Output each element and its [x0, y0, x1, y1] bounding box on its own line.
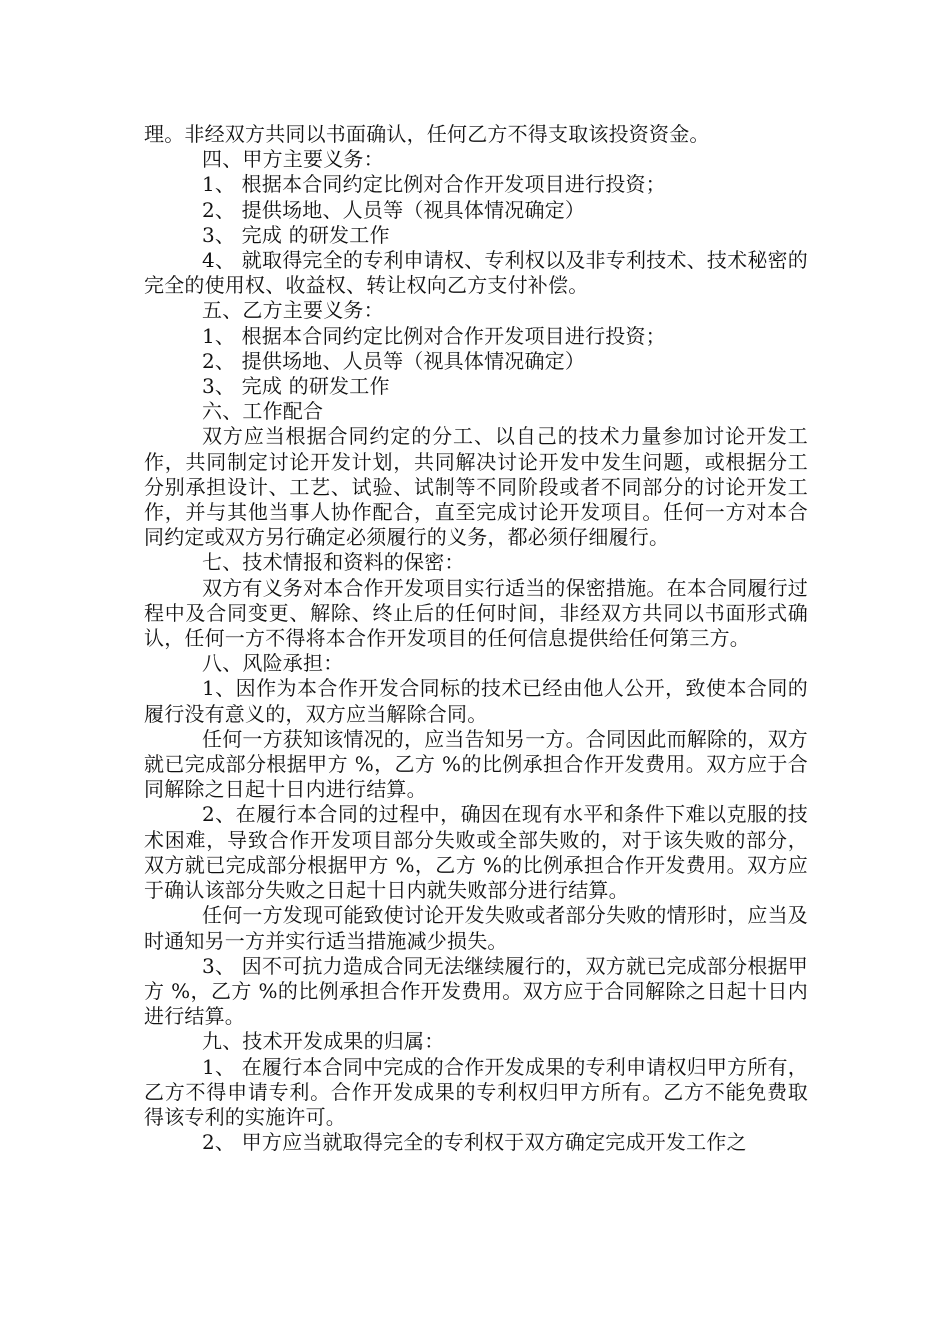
paragraph-risk-3: 3、 因不可抗力造成合同无法继续履行的，双方就已完成部分根据甲方 %，乙方 %的比例承担合作开发费用。双方应于合同解除之日起十日内进行结算。: [144, 953, 808, 1029]
heading-cooperation: 六、工作配合: [202, 399, 324, 424]
paragraph-risk-1-notice: 任何一方获知该情况的，应当告知另一方。合同因此而解除的，双方就已完成部分根据甲方 %，乙方 %的比例承担合作开发费用。双方应于合同解除之日起十日内进行结算。: [144, 726, 808, 802]
document-body: [144, 122, 808, 1155]
paragraph-ownership-1: 1、 在履行本合同中完成的合作开发成果的专利申请权归甲方所有，乙方不得申请专利。合作开发成果的专利权归甲方所有。乙方不能免费取得该专利的实施许可。: [144, 1054, 808, 1129]
heading-party-a-obligations: 四、甲方主要义务：: [202, 147, 384, 172]
heading-ownership: 九、技术开发成果的归属：: [202, 1029, 445, 1054]
heading-risk: 八、风险承担：: [202, 651, 344, 676]
paragraph-confidentiality: 双方有义务对本合作开发项目实行适当的保密措施。在本合同履行过程中及合同变更、解除、终止后的任何时间，非经双方共同以书面形式确认，任何一方不得将本合作开发项目的任何信息提供给任何第三方。: [144, 575, 808, 651]
list-item: 1、 根据本合同约定比例对合作开发项目进行投资；: [202, 323, 666, 348]
list-item: 3、 完成 的研发工作: [202, 222, 390, 247]
paragraph-ownership-2: 2、 甲方应当就取得完全的专利权于双方确定完成开发工作之: [202, 1130, 747, 1155]
paragraph-risk-2-notice: 任何一方发现可能致使讨论开发失败或者部分失败的情形时，应当及时通知另一方并实行适当措施减少损失。: [144, 903, 808, 953]
list-item: 1、 根据本合同约定比例对合作开发项目进行投资；: [202, 172, 666, 197]
paragraph-risk-1: 1、因作为本合作开发合同标的技术已经由他人公开，致使本合同的履行没有意义的，双方应当解除合同。: [144, 676, 808, 726]
list-item: 2、 提供场地、人员等（视具体情况确定）: [202, 197, 586, 222]
paragraph-risk-2: 2、在履行本合同的过程中，确因在现有水平和条件下难以克服的技术困难，导致合作开发项目部分失败或全部失败的，对于该失败的部分，双方就已完成部分根据甲方 %，乙方 %的比例承担合作开发费用。双方应于确认该部分失败之日起十日内就失败部分进行结算。: [144, 802, 808, 903]
paragraph-cooperation: 双方应当根据合同约定的分工、以自己的技术力量参加讨论开发工作，共同制定讨论开发计划，共同解决讨论开发中发生问题，或根据分工分别承担设计、工艺、试验、试制等不同阶段或者不同部分的讨论开发工作，并与其他当事人协作配合，直至完成讨论开发项目。任何一方对本合同约定或双方另行确定必须履行的义务，都必须仔细履行。: [144, 424, 808, 550]
list-item: 4、 就取得完全的专利申请权、专利权以及非专利技术、技术秘密的完全的使用权、收益权、转让权向乙方支付补偿。: [144, 248, 808, 298]
list-item: 3、 完成 的研发工作: [202, 374, 390, 399]
heading-party-b-obligations: 五、乙方主要义务：: [202, 298, 384, 323]
paragraph-0: 理。非经双方共同以书面确认，任何乙方不得支取该投资资金。: [144, 122, 710, 146]
heading-confidentiality: 七、技术情报和资料的保密：: [202, 550, 465, 575]
list-item: 2、 提供场地、人员等（视具体情况确定）: [202, 348, 586, 373]
